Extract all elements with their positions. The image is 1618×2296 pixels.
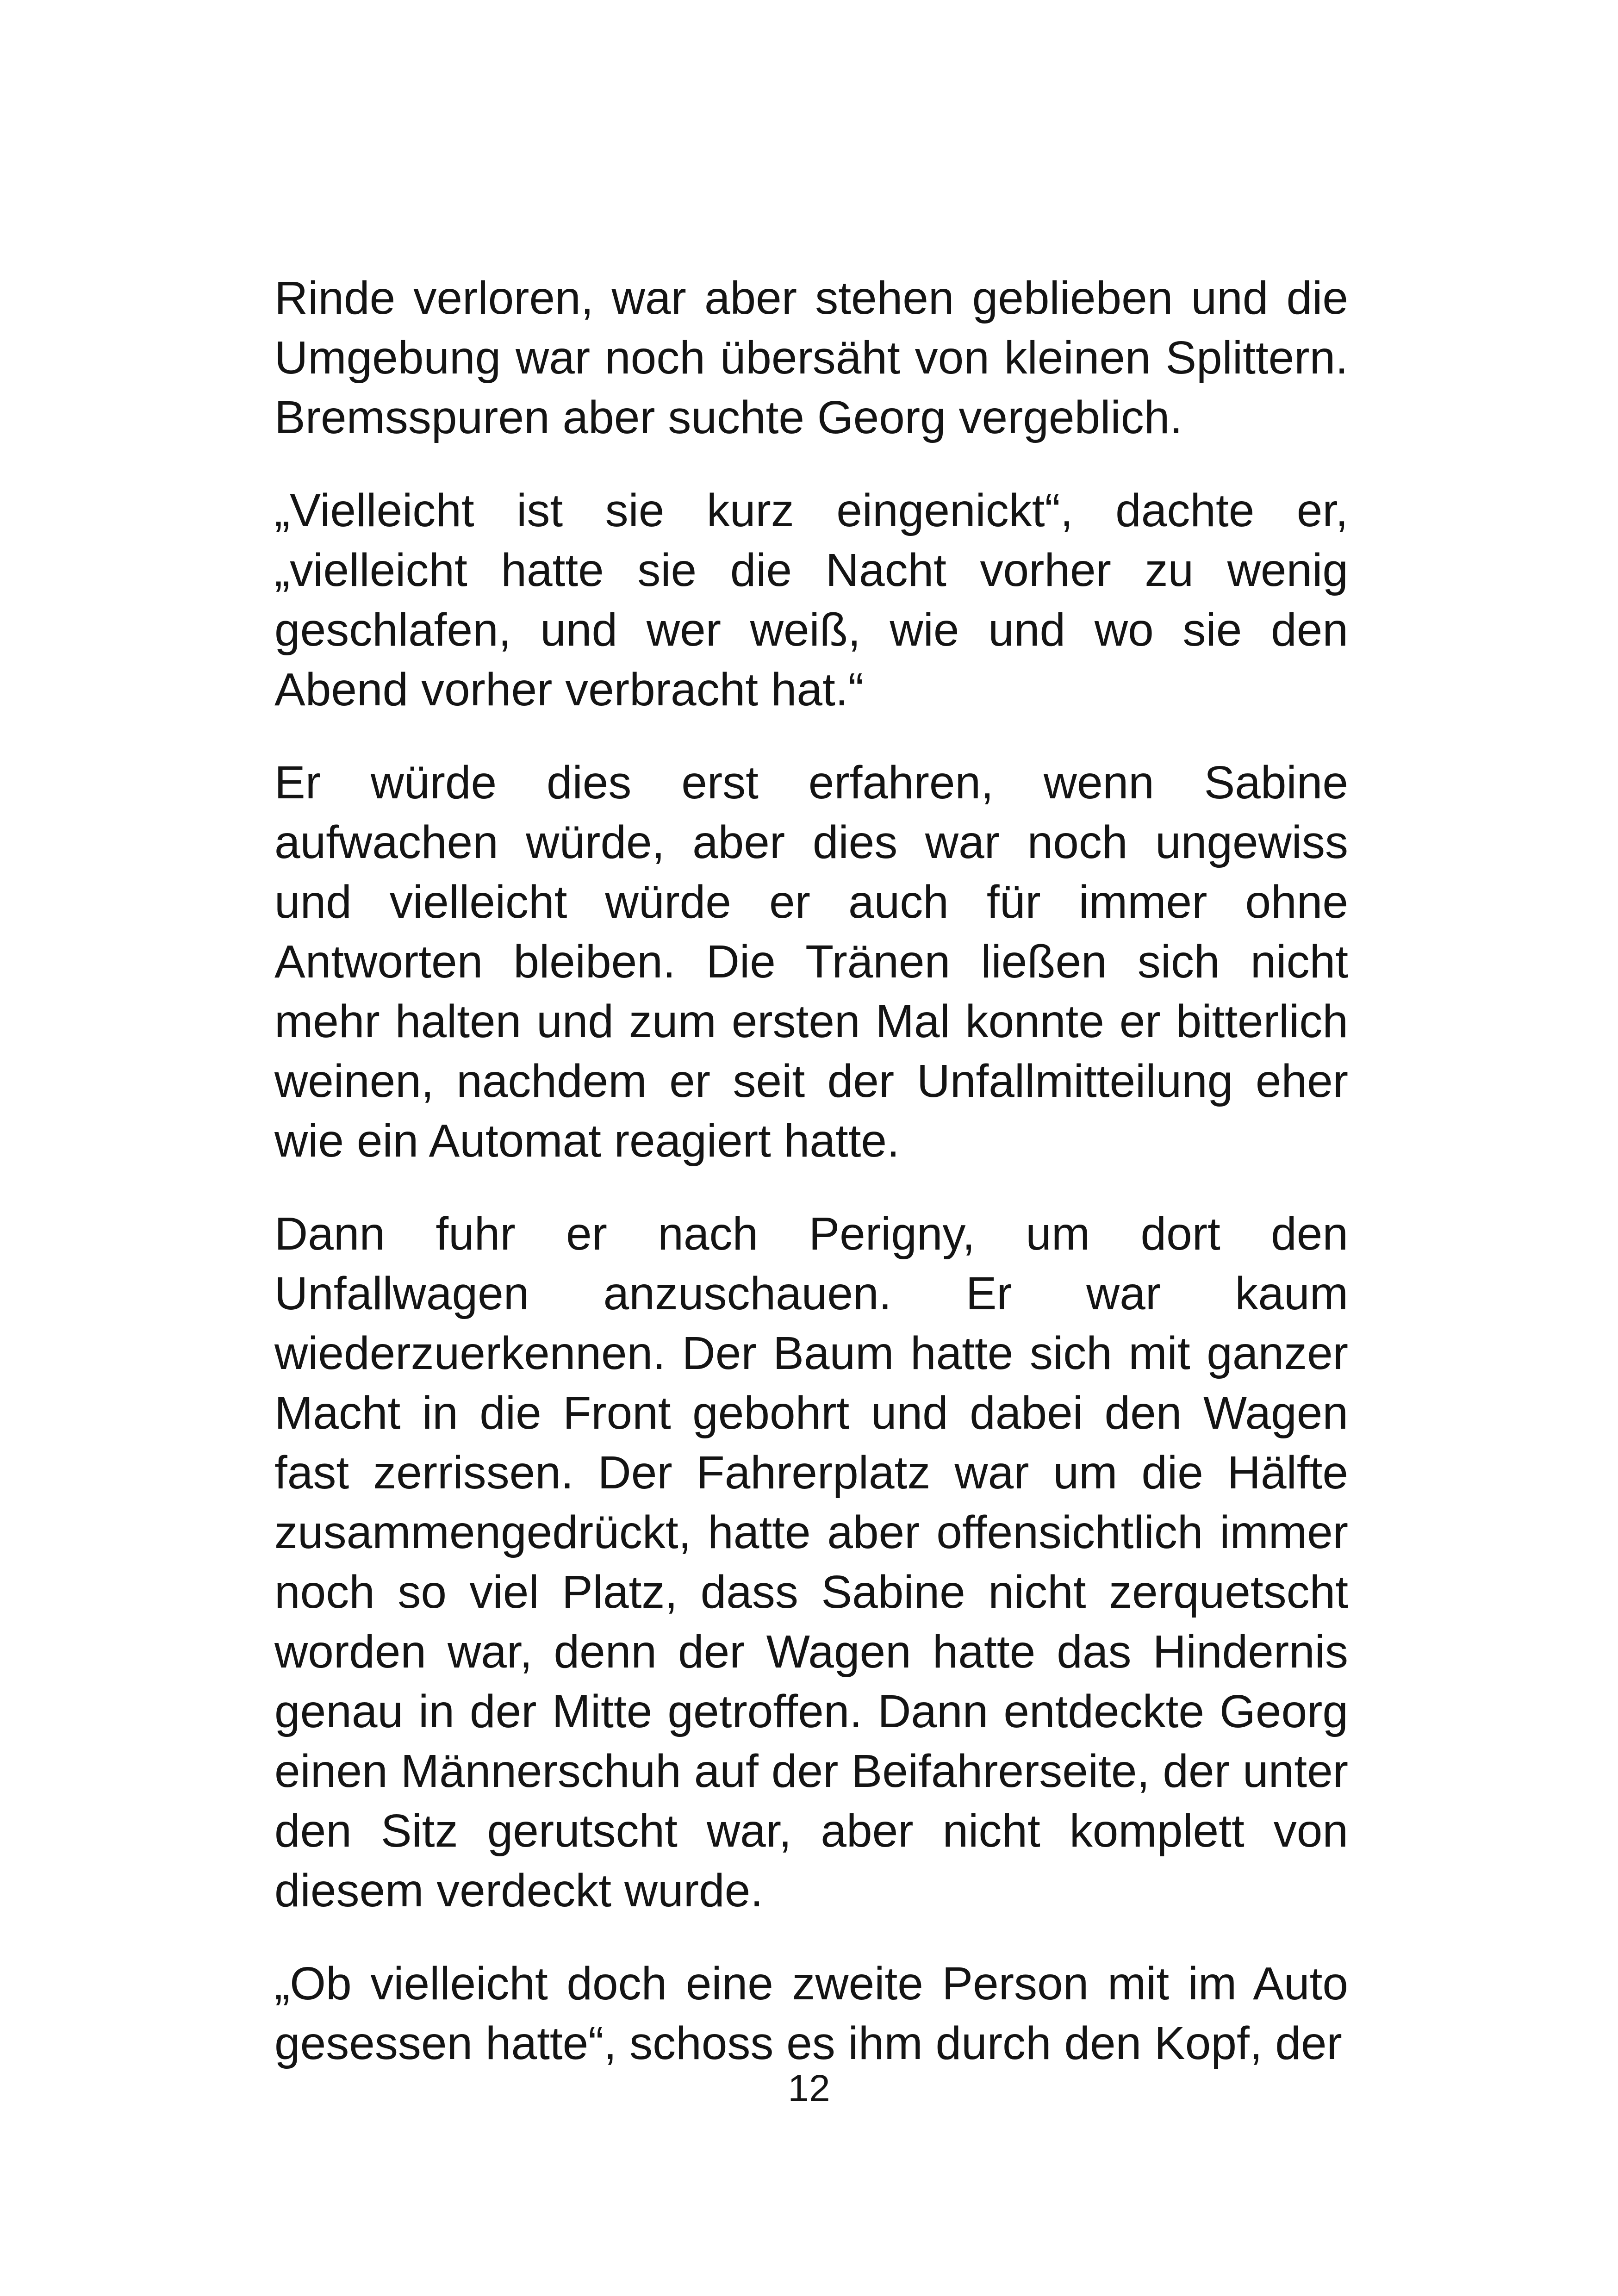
page-number: 12 (788, 2067, 830, 2109)
body-text (274, 268, 1348, 2073)
paragraph-5: „Ob vielleicht doch eine zweite Person mit im Auto gesessen hatte“, schoss es ihm durch den Kopf, der (274, 1958, 1348, 2069)
paragraph-3: Er würde dies erst erfahren, wenn Sabine aufwachen würde, aber dies war noch ungewiss und vielleicht würde er auch für immer ohne Antworten bleiben. Die Tränen ließen sich nicht mehr halten und zum ersten Mal konnte er bitterlich weinen, nachdem er seit der Unfallmitteilung eher wie ein Automat reagiert hatte. (274, 757, 1348, 1167)
paragraph-4: Dann fuhr er nach Perigny, um dort den Unfallwagen anzuschauen. Er war kaum wiederzuerkennen. Der Baum hatte sich mit ganzer Macht in die Front gebohrt und dabei den Wagen fast zerrissen. Der Fahrerplatz war um die Hälfte zusammengedrückt, hatte aber offensichtlich immer noch so viel Platz, dass Sabine nicht zerquetscht worden war, denn der Wagen hatte das Hindernis genau in der Mitte getroffen. Dann entdeckte Georg einen Männerschuh auf der Beifahrerseite, der unter den Sitz gerutscht war, aber nicht komplett von diesem verdeckt wurde. (274, 1208, 1348, 1916)
paragraph-2: „Vielleicht ist sie kurz eingenickt“, dachte er, „vielleicht hatte sie die Nacht vorher zu wenig geschlafen, und wer weiß, wie und wo sie den Abend vorher verbracht hat.“ (274, 485, 1348, 716)
paragraph-1: Rinde verloren, war aber stehen geblieben und die Umgebung war noch übersäht von kleinen Splittern. Bremsspuren aber suchte Georg vergeblich. (274, 272, 1348, 443)
